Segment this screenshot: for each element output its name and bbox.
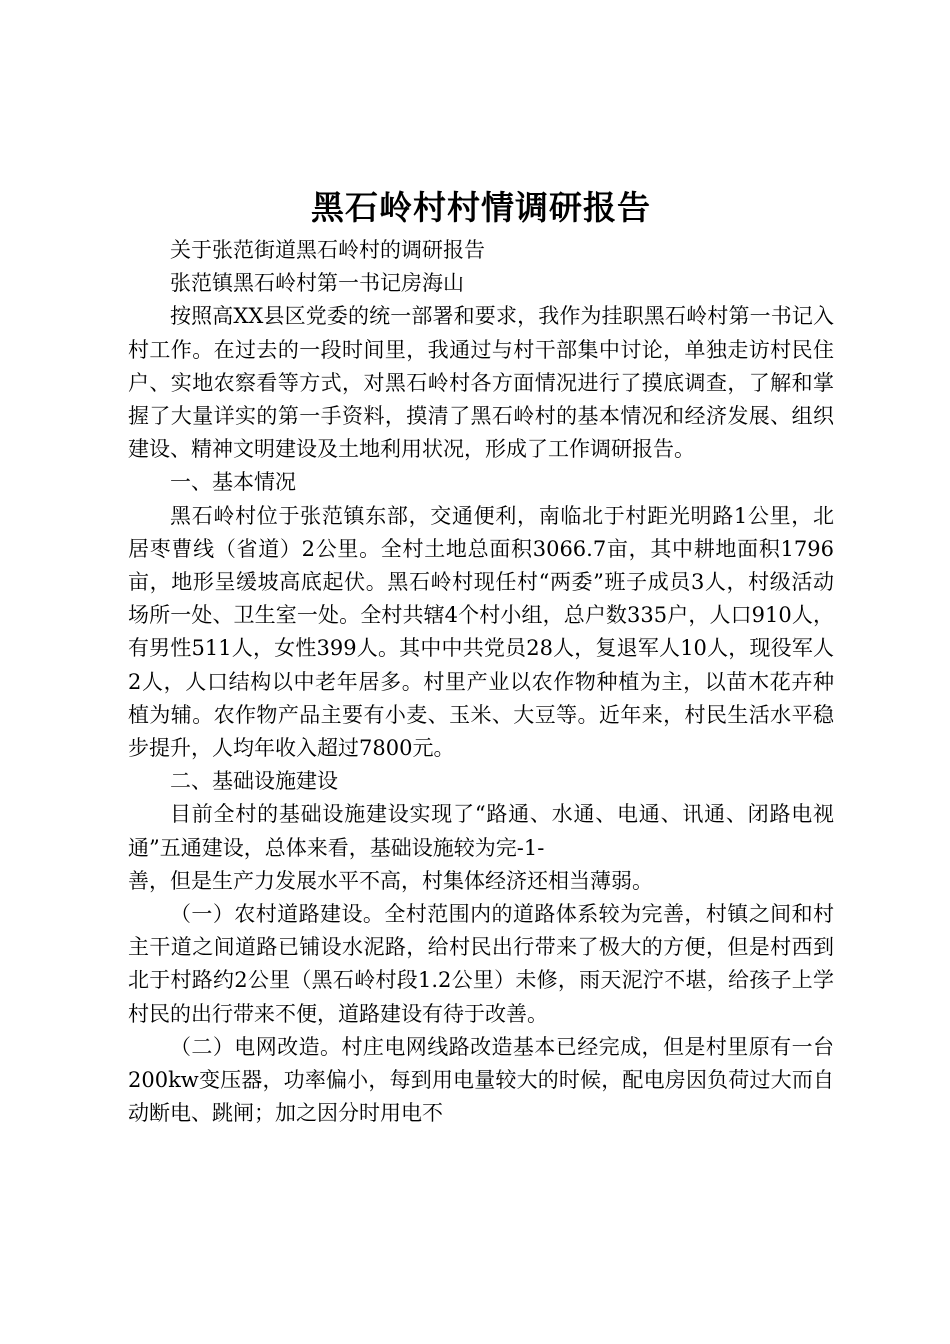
infrastructure-paragraph: 目前全村的基础设施建设实现了“路通、水通、电通、讯通、闭路电视通”五通建设，总体来看，基础设施较为完-1- [128,802,834,860]
grid-paragraph: （二）电网改造。村庄电网线路改造基本已经完成，但是村里原有一台200kw变压器，功率偏小，每到用电量较大的时候，配电房因负荷过大而自动断电、跳闸；加之因分时用电不 [128,1034,834,1126]
report-author: 张范镇黑石岭村第一书记房海山 [170,271,464,296]
road-paragraph: （一）农村道路建设。全村范围内的道路体系较为完善，村镇之间和村主干道之间道路已铺设水泥路，给村民出行带来了极大的方便，但是村西到北于村路约2公里（黑石岭村段1.2公里）未修，雨天泥泞不堪，给孩子上学村民的出行带来不便，道路建设有待于改善。 [128,902,834,1026]
infrastructure-continuation: 善，但是生产力发展水平不高，村集体经济还相当薄弱。 [128,868,653,893]
intro-paragraph: 按照高XX县区党委的统一部署和要求，我作为挂职黑石岭村第一书记入村工作。在过去的一段时间里，我通过与村干部集中讨论，单独走访村民住户、实地农察看等方式，对黑石岭村各方面情况进行了摸底调查，了解和掌握了大量详实的第一手资料，摸清了黑石岭村的基本情况和经济发展、组织建设、精神文明建设及土地利用状况，形成了工作调研报告。 [128,304,834,462]
section-heading-basic: 一、基本情况 [170,470,296,495]
section-heading-infrastructure: 二、基础设施建设 [170,769,338,794]
basic-info-paragraph: 黑石岭村位于张范镇东部，交通便利，南临北于村距光明路1公里，北居枣曹线（省道）2公里。全村土地总面积3066.7亩，其中耕地面积1796亩，地形呈缓坡高底起伏。黑石岭村现任村“两委”班子成员3人，村级活动场所一处、卫生室一处。全村共辖4个村小组，总户数335户，人口910人，有男性511人，女性399人。其中中共党员28人，复退军人10人，现役军人2人，人口结构以中老年居多。村里产业以农作物种植为主，以苗木花卉种植为辅。农作物产品主要有小麦、玉米、大豆等。近年来，村民生活水平稳步提升，人均年收入超过7800元。 [128,503,834,761]
report-subtitle: 关于张范街道黑石岭村的调研报告 [170,238,485,262]
document-title: 黑石岭村村情调研报告 [311,188,651,227]
document-page [128,182,834,1130]
